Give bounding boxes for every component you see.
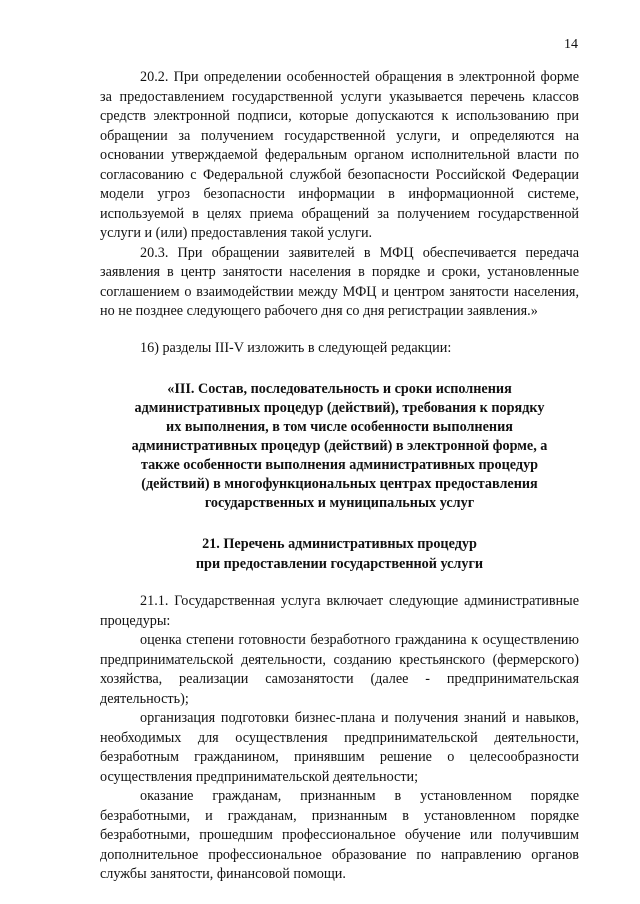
subsection-heading-line: при предоставлении государственной услуги: [195, 555, 484, 572]
subsection-heading-line: 21. Перечень административных процедур: [202, 536, 477, 552]
section-heading-line: административных процедур (действий) в электронной форме, а: [131, 438, 548, 454]
procedure-item: оказание гражданам, признанным в установленном порядке безработными, и гражданам, признанным в установленном порядке безработными, прошедшим профессиональное обучение или получившим дополнительное профессиональное образование по направлению органов службы занятости, финансовой помощи.: [100, 788, 579, 882]
paragraph-21-1: 21.1. Государственная услуга включает следующие административные процедуры:: [100, 593, 579, 629]
paragraph-20-2: 20.2. При определении особенностей обращения в электронной форме за предоставлением государственной услуги указывается перечень классов средств электронной подписи, которые допускаются к использованию при обращении за получением государственной услуги, и определяются на основании утверждаемой федеральным органом исполнительной власти по согласованию с Федеральной службой безопасности Российской Федерации модели угроз безопасности информации в информационной системе, используемой в целях приема обращений за получением государственной услуги и (или) предоставления такой услуги.: [100, 69, 579, 241]
procedure-item: организация подготовки бизнес-плана и получения знаний и навыков, необходимых для осуществления предпринимательской деятельности, безработным гражданином, принявшим решение о целесообразности осуществления предпринимательской деятельности;: [100, 710, 579, 785]
subsection-heading: [100, 535, 579, 574]
page-body: [100, 68, 579, 885]
section-heading-line: также особенности выполнения административных процедур: [140, 457, 539, 473]
procedure-item: оценка степени готовности безработного гражданина к осуществлению предпринимательской деятельности, созданию крестьянского (фермерского) хозяйства, реализации самозанятости (далее - предпринимательская деятельность);: [100, 632, 579, 707]
section-heading-line: «III. Состав, последовательность и сроки исполнения: [167, 381, 512, 397]
section-heading-line: административных процедур (действий), требования к порядку: [134, 400, 545, 416]
section-heading-line: (действий) в многофункциональных центрах предоставления: [141, 476, 538, 492]
section-heading-line: их выполнения, в том числе особенности выполнения: [166, 419, 513, 435]
page-number: 14: [564, 37, 578, 52]
section-heading: [114, 380, 565, 513]
amendment-line: 16) разделы III-V изложить в следующей редакции:: [140, 339, 452, 356]
section-heading-line: государственных и муниципальных услуг: [204, 495, 475, 511]
paragraph-20-3: 20.3. При обращении заявителей в МФЦ обеспечивается передача заявления в центр занятости населения в порядке и сроки, установленные соглашением о взаимодействии между МФЦ и центром занятости населения, но не позднее следующего рабочего дня со дня регистрации заявления.»: [100, 244, 579, 319]
